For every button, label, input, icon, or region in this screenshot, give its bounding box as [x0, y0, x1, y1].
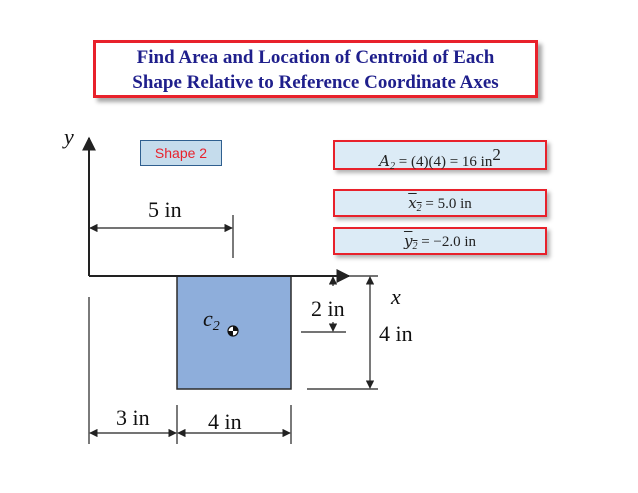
x-axis-label: x	[391, 284, 401, 309]
title-line-2: Shape Relative to Reference Coordinate Axes	[132, 72, 499, 93]
shape-2-label: Shape 2	[140, 140, 222, 166]
title-line-1: Find Area and Location of Centroid of Each	[136, 47, 495, 68]
dim-label-3in: 3 in	[116, 405, 150, 430]
centroid-var: c	[203, 306, 213, 331]
xbar-sub: 2	[416, 203, 422, 214]
centroid-marker-icon	[228, 326, 238, 336]
area-sub: 2	[390, 161, 395, 172]
xbar-var: x	[408, 194, 417, 212]
centroid-label	[203, 306, 220, 335]
ybar-sub: 2	[412, 241, 418, 252]
dim-label-4in-height: 4 in	[379, 321, 413, 346]
area-var: A	[379, 152, 390, 170]
area-result-box	[333, 140, 547, 170]
dim-label-2in: 2 in	[311, 296, 345, 321]
area-expr: = (4)(4) = 16 in	[395, 154, 493, 170]
area-sup: 2	[492, 145, 501, 164]
centroid-sub: 2	[212, 319, 220, 334]
xbar-expr: = 5.0 in	[421, 196, 472, 212]
ybar-result-box	[333, 227, 547, 255]
ybar-var: y	[403, 232, 413, 250]
xbar-result-box	[333, 189, 547, 217]
dim-label-4in-width: 4 in	[208, 409, 242, 434]
ybar-expr: = −2.0 in	[417, 234, 477, 250]
dim-label-5in: 5 in	[148, 197, 182, 222]
y-axis-label: y	[64, 124, 74, 149]
